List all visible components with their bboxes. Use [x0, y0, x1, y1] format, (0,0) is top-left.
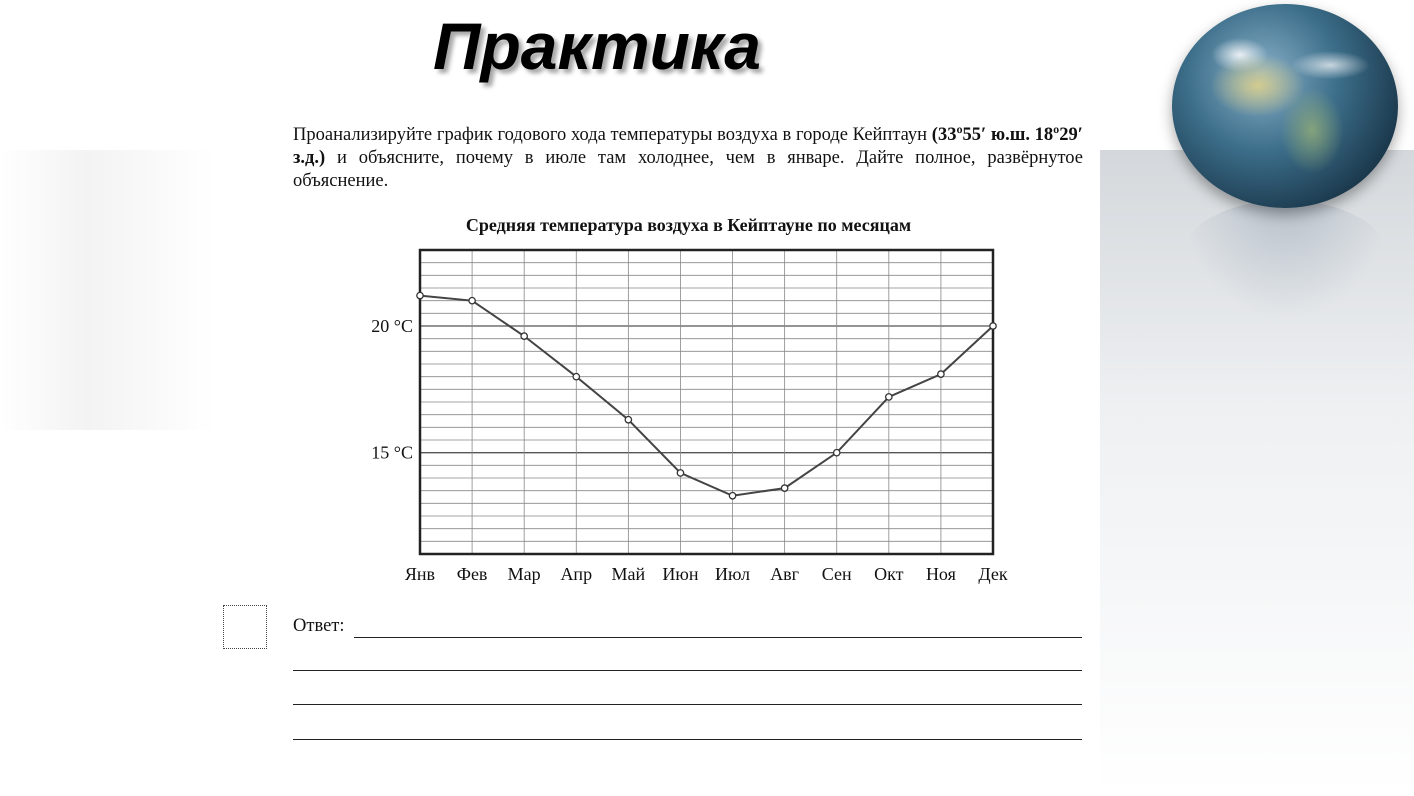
- x-tick-label: Авг: [770, 564, 800, 584]
- answer-line[interactable]: [293, 704, 1082, 705]
- x-tick-label: Ноя: [925, 564, 956, 584]
- x-tick-label: Май: [611, 564, 646, 584]
- data-point-Июн: [677, 470, 683, 476]
- data-point-Янв: [417, 292, 423, 298]
- x-tick-label: Июн: [662, 564, 699, 584]
- data-point-Сен: [834, 449, 840, 455]
- answer-label: Ответ:: [293, 616, 345, 636]
- task-coordinates: (33º55′ ю.ш. 18º29′ з.д.): [293, 125, 1083, 168]
- x-tick-label: Мар: [507, 564, 541, 584]
- y-tick-label: 15 °C: [371, 442, 413, 463]
- x-tick-label: Янв: [404, 564, 436, 584]
- chart-title: Средняя температура воздуха в Кейптауне по месяцам: [465, 215, 912, 235]
- x-tick-label: Окт: [874, 564, 904, 584]
- data-point-Апр: [573, 373, 579, 379]
- task-text-after: и объясните, почему в июле там холоднее, чем в январе. Дайте полное, развёрнутое объяснение.: [293, 148, 1083, 191]
- x-tick-label: Апр: [560, 564, 593, 584]
- slide-title: Практика: [433, 9, 761, 83]
- x-tick-label: Дек: [978, 564, 1008, 584]
- x-tick-label: Июл: [715, 564, 751, 584]
- answer-line[interactable]: [293, 739, 1082, 740]
- x-tick-label: Фев: [456, 564, 488, 584]
- data-point-Июл: [729, 493, 735, 499]
- data-point-Фев: [469, 297, 475, 303]
- data-point-Май: [625, 417, 631, 423]
- x-tick-label: Сен: [821, 564, 852, 584]
- y-tick-label: 20 °C: [371, 316, 413, 336]
- data-point-Ноя: [938, 371, 944, 377]
- task-text-before: Проанализируйте график годового хода температуры воздуха в городе Кейптаун: [293, 125, 932, 145]
- data-point-Окт: [886, 394, 892, 400]
- answer-line[interactable]: [293, 670, 1082, 671]
- answer-line[interactable]: [354, 637, 1082, 638]
- data-point-Мар: [521, 333, 527, 339]
- data-point-Дек: [990, 323, 996, 329]
- answer-score-box[interactable]: [223, 605, 267, 649]
- data-point-Авг: [781, 485, 787, 491]
